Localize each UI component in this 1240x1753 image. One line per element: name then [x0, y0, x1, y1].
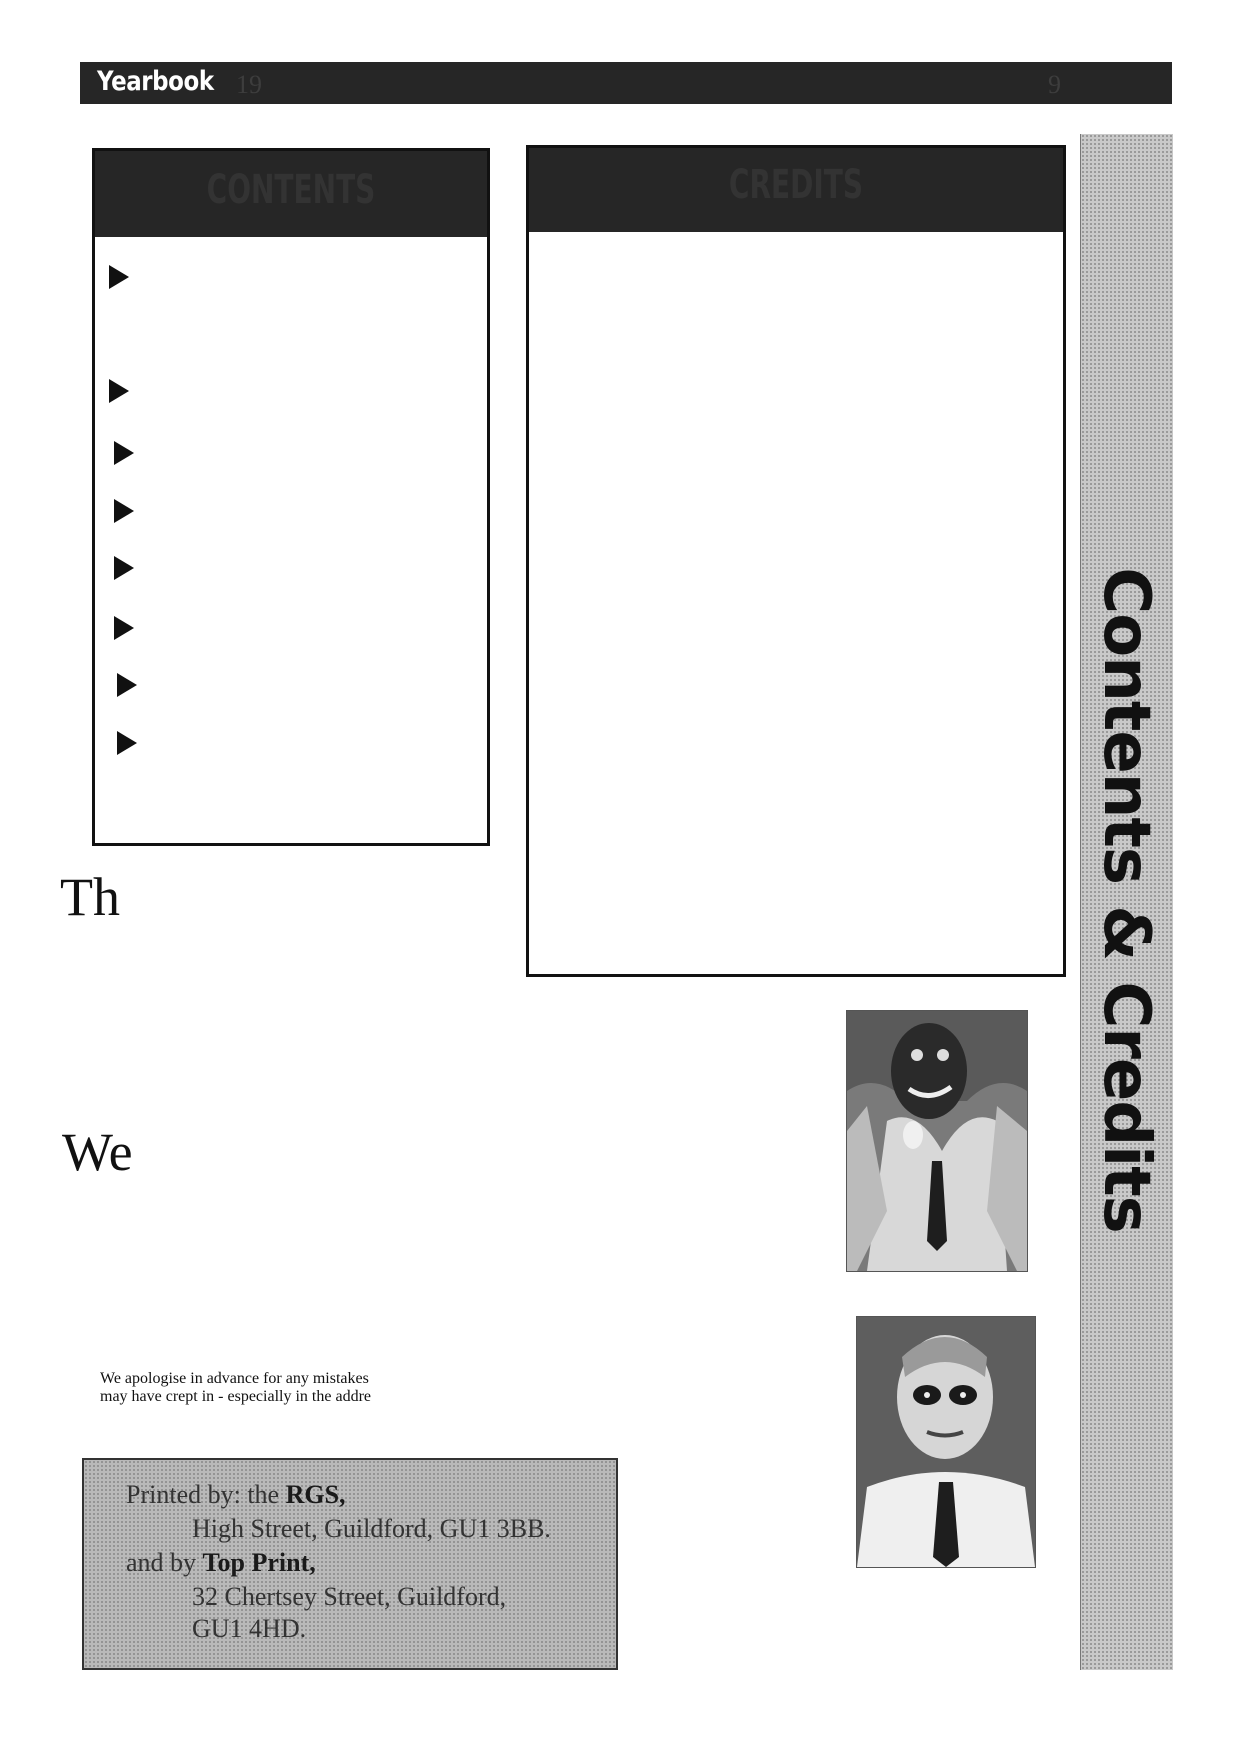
- credits-box: [526, 145, 1066, 977]
- apology-note: [100, 1370, 480, 1406]
- printer-name-top-print: Top Print,: [202, 1548, 316, 1577]
- dropcap-th: Th: [60, 867, 120, 927]
- printed-by-line-2: High Street, Guildford, GU1 3BB.: [192, 1514, 551, 1543]
- header-title: Yearbook: [97, 66, 214, 97]
- masked-figure-lower-image: [857, 1317, 1035, 1567]
- side-banner-title: Contents & Credits: [1089, 567, 1163, 1233]
- printed-by-line-4: 32 Chertsey Street, Guildford,: [192, 1582, 507, 1611]
- contents-heading: CONTENTS: [206, 167, 376, 213]
- header-page-number-right: 9: [1048, 70, 1061, 99]
- apology-line-1: We apologise in advance for any mistakes: [100, 1370, 369, 1387]
- printed-by-line-3: [126, 1546, 316, 1580]
- printed-by-line-5: GU1 4HD.: [192, 1614, 307, 1643]
- bullet-arrow-icon: [114, 556, 134, 580]
- photo-lower: [856, 1316, 1036, 1568]
- printed-by-and-prefix: and by: [126, 1548, 203, 1577]
- bullet-arrow-icon: [109, 379, 129, 403]
- credits-heading: CREDITS: [728, 162, 864, 208]
- header-page-number-left: 19: [236, 70, 262, 99]
- printed-by-prefix: Printed by: the: [126, 1480, 286, 1509]
- photo-upper: [846, 1010, 1028, 1272]
- bullet-arrow-icon: [114, 441, 134, 465]
- bullet-arrow-icon: [117, 731, 137, 755]
- apology-line-2: may have crept in - especially in the addre: [100, 1388, 371, 1405]
- bullet-arrow-icon: [114, 499, 134, 523]
- bullet-arrow-icon: [114, 616, 134, 640]
- dropcap-we: We: [62, 1122, 133, 1182]
- printer-name-rgs: RGS,: [285, 1480, 346, 1509]
- printed-by-box: [82, 1458, 618, 1670]
- contents-box: [92, 148, 490, 846]
- bullet-arrow-icon: [117, 673, 137, 697]
- masked-figure-upper-image: [847, 1011, 1027, 1271]
- printed-by-line-1: [126, 1478, 346, 1512]
- bullet-arrow-icon: [109, 265, 129, 289]
